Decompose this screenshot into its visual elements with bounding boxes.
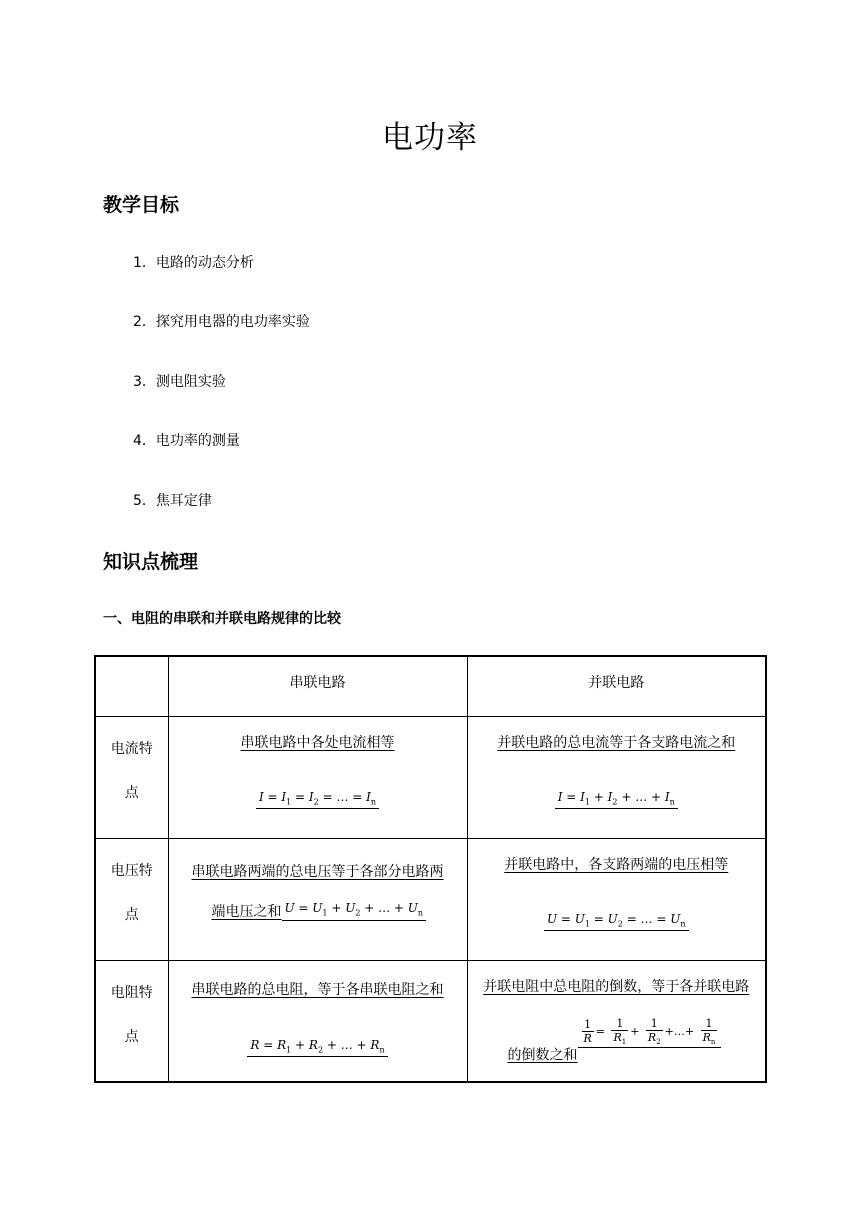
table-row	[95, 960, 766, 1082]
parallel-current-formula: $I = I_1 + I_2$ + … + $I_n$	[555, 790, 678, 809]
parallel-resistance-text-line2: 的倒数之和	[507, 1047, 578, 1064]
parallel-voltage-formula: $U = U_1 = U_2$ = … = $U_n$	[544, 912, 689, 931]
objective-item: 2．探究用电器的电功率实验	[133, 314, 310, 330]
parallel-resistance-text-line1: 并联电阻中总电阻的倒数，等于各并联电路	[483, 978, 750, 995]
page-title: 电功率	[382, 120, 478, 156]
series-voltage-cell	[168, 838, 467, 960]
series-resistance-text: 串联电路的总电阻，等于各串联电阻之和	[191, 981, 444, 998]
objective-item: 1．电路的动态分析	[133, 255, 254, 271]
table-header-row	[95, 656, 766, 716]
parallel-voltage-text: 并联电路中，各支路两端的电压相等	[504, 856, 729, 873]
objective-item: 5．焦耳定律	[133, 493, 212, 509]
series-voltage-text-line1: 串联电路两端的总电压等于各部分电路两	[191, 863, 444, 880]
parallel-current-text: 并联电路的总电流等于各支路电流之和	[497, 734, 736, 751]
parallel-resistance-formula: $\frac{1}{R}$ = $\frac{1}{R_1}$ + $\frac{1}{R_2}$ +…+ $\frac{1}{R_n}$	[578, 1017, 722, 1048]
row-label-resistance: 电阻特 点	[95, 960, 168, 1082]
parallel-resistance-cell	[467, 960, 766, 1082]
header-cell-series: 串联电路	[168, 656, 467, 716]
table-row	[95, 716, 766, 838]
table-row	[95, 838, 766, 960]
header-cell-parallel: 并联电路	[467, 656, 766, 716]
series-resistance-cell	[168, 960, 467, 1082]
series-current-text: 串联电路中各处电流相等	[240, 734, 395, 751]
section-heading: 一、电阻的串联和并联电路规律的比较	[103, 611, 341, 627]
comparison-table	[94, 655, 767, 1083]
objectives-heading: 教学目标	[103, 194, 180, 216]
knowledge-heading: 知识点梳理	[103, 551, 199, 573]
series-current-formula: $I = I_1 = I_2$ = … = $I_n$	[256, 790, 379, 809]
series-voltage-text-line2: 端电压之和	[211, 903, 282, 920]
header-cell-empty	[95, 656, 168, 716]
row-label-current: 电流特 点	[95, 716, 168, 838]
row-label-voltage: 电压特 点	[95, 838, 168, 960]
objective-item: 3．测电阻实验	[133, 374, 226, 390]
parallel-voltage-cell	[467, 838, 766, 960]
series-resistance-formula: $R = R_1 + R_2$ + … + $R_n$	[247, 1038, 387, 1057]
parallel-current-cell	[467, 716, 766, 838]
series-voltage-formula: $U = U_1 + U_2$ + … + $U_n$	[282, 901, 427, 920]
objective-item: 4．电功率的测量	[133, 433, 240, 449]
series-current-cell	[168, 716, 467, 838]
